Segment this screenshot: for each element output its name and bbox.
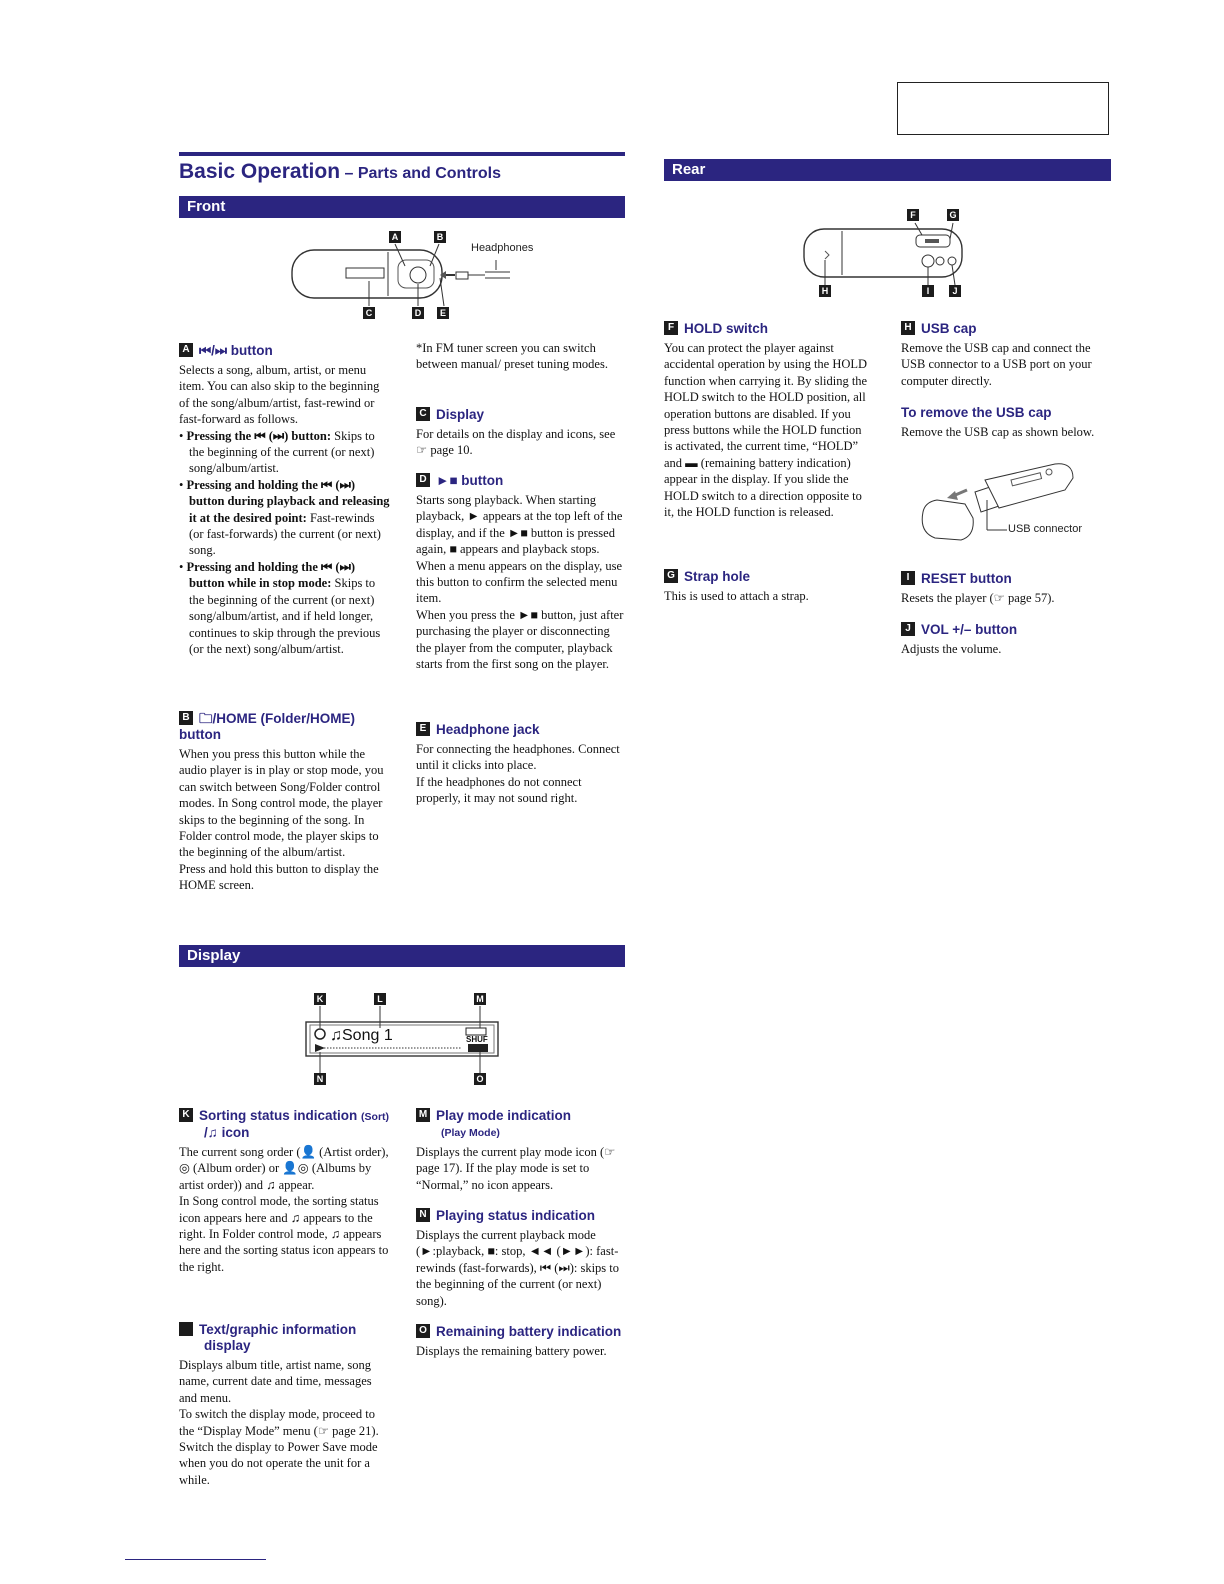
- title-sub: – Parts and Controls: [344, 165, 501, 182]
- item-J: [901, 622, 1113, 657]
- badge-A: A: [179, 343, 193, 357]
- item-G-title: Strap hole: [684, 569, 751, 584]
- badge-G: G: [664, 569, 678, 583]
- page-title: [179, 152, 625, 184]
- label-F: F: [907, 209, 919, 221]
- item-A-title: ⏮/⏭ button: [199, 343, 273, 358]
- badge-C: C: [416, 407, 430, 421]
- item-E-body-1: For connecting the headphones. Connect until it clicks into place.: [416, 742, 620, 773]
- front-bar: Front: [179, 196, 625, 218]
- label-E: E: [437, 307, 449, 319]
- item-L-body-2: To switch the display mode, proceed to the “Display Mode” menu (☞ page 21). Switch the display to Power Save mode when you do not operate the unit for a while.: [179, 1407, 379, 1487]
- item-M-title: Play mode indication: [436, 1108, 572, 1123]
- item-F-body: You can protect the player against accidental operation by using the HOLD function when carrying it. By sliding the HOLD switch to the HOLD position, all operation buttons are disabled. If you press buttons while the HOLD function is activated, the current time, “HOLD” and ▬ (remaining battery indication) appear in the display. If you slide the HOLD switch to a direction opposite to it, the HOLD function is released.: [664, 341, 868, 520]
- item-B-body-2: Press and hold this button to display the HOME screen.: [179, 861, 379, 893]
- item-A-body: Selects a song, album, artist, or menu item. You can also skip to the beginning of the song/album/artist, fast-rewind or fast-forward as follows.: [179, 363, 380, 427]
- item-O-title: Remaining battery indication: [436, 1324, 622, 1339]
- item-I-body: Resets the player (☞ page 57).: [901, 591, 1055, 605]
- item-B: [179, 711, 391, 894]
- label-A: A: [389, 231, 401, 243]
- label-L: L: [374, 993, 386, 1005]
- label-C: C: [363, 307, 375, 319]
- usb-cap-drawing: [915, 460, 1095, 550]
- lcd-song-text: ♫Song 1: [330, 1027, 393, 1044]
- item-L-title: Text/graphic information display: [199, 1322, 357, 1353]
- item-B-title: 🗀/HOME (Folder/HOME) button: [179, 711, 355, 742]
- item-M-title-sm: (Play Mode): [441, 1127, 500, 1139]
- rear-bar: Rear: [664, 159, 1111, 181]
- title-main: Basic Operation: [179, 160, 341, 183]
- item-A-bullet-3: • Pressing and holding the ⏮ (⏭) button while in stop mode: Skips to the beginning of the current (or next) song/album/artist, and if held longer, continues to skip through the previous (or the next) song/album/artist.: [179, 559, 381, 656]
- item-N-title: Playing status indication: [436, 1208, 596, 1223]
- item-C-body: For details on the display and icons, see ☞ page 10.: [416, 427, 616, 458]
- usb-connector-label: USB connector: [1008, 523, 1082, 535]
- item-K-body-2: In Song control mode, the sorting status icon appears here and ♫ appears to the right. In Folder control mode, ♫ appears here and the sorting status icon appears to the right.: [179, 1194, 389, 1274]
- item-M-body: Displays the current play mode icon (☞ page 17). If the play mode is set to “Normal,” no icon appears.: [416, 1145, 616, 1192]
- item-L-body-1: Displays album title, artist name, song name, current date and time, messages and menu.: [179, 1358, 372, 1405]
- rear-figure: [790, 205, 980, 301]
- remove-usb-cap-title: To remove the USB cap: [901, 405, 1052, 420]
- front-figure: [280, 226, 560, 322]
- badge-B: B: [179, 711, 193, 725]
- badge-K: K: [179, 1108, 193, 1122]
- lcd-shuf: SHUF: [466, 1035, 488, 1044]
- label-O: O: [474, 1073, 486, 1085]
- item-K-title-sm: (Sort): [361, 1111, 390, 1123]
- label-J: J: [949, 285, 961, 297]
- item-H: [901, 321, 1113, 389]
- label-M: M: [474, 993, 486, 1005]
- item-K: [179, 1108, 391, 1275]
- badge-F: F: [664, 321, 678, 335]
- badge-L: L: [179, 1322, 193, 1336]
- item-K-title-2: /♫ icon: [204, 1125, 250, 1140]
- item-D-title: ►■ button: [436, 473, 504, 488]
- item-A: [179, 343, 391, 657]
- item-A-bullet-1: • Pressing the ⏮ (⏭) button: Skips to the beginning of the current (or next) song/album/artist.: [179, 428, 375, 476]
- item-E: [416, 722, 624, 807]
- item-D-body-2: When a menu appears on the display, use this button to confirm the selected menu item.: [416, 558, 623, 606]
- headphones-label: Headphones: [471, 242, 534, 254]
- label-G: G: [947, 209, 959, 221]
- item-B-body-1: When you press this button while the audio player is in play or stop mode, you can switch between Song/Folder control modes. In Song control mode, the player skips to the beginning of the song. In Folder control mode, the player skips to the beginning of the album/artist.: [179, 747, 384, 860]
- badge-I: I: [901, 571, 915, 585]
- item-A-bullet-2: • Pressing and holding the ⏮ (⏭) button during playback and releasing it at the desired point: Fast-rewinds (or fast-forwards) the current (or next) song.: [179, 477, 390, 558]
- item-K-body-1: The current song order (👤 (Artist order), ◎ (Album order) or 👤◎ (Albums by artist order)) and ♫ appear.: [179, 1145, 389, 1192]
- badge-J: J: [901, 622, 915, 636]
- item-I: [901, 571, 1113, 606]
- label-K: K: [314, 993, 326, 1005]
- item-G-body: This is used to attach a strap.: [664, 589, 809, 603]
- badge-M: M: [416, 1108, 430, 1122]
- item-K-title: Sorting status indication: [199, 1108, 358, 1123]
- badge-O: O: [416, 1324, 430, 1338]
- item-M: [416, 1108, 624, 1193]
- badge-D: D: [416, 473, 430, 487]
- item-O-body: Displays the remaining battery power.: [416, 1344, 607, 1358]
- display-figure: [300, 990, 510, 1090]
- badge-N: N: [416, 1208, 430, 1222]
- item-H-title: USB cap: [921, 321, 977, 336]
- label-I: I: [922, 285, 934, 297]
- fm-note: *In FM tuner screen you can switch between manual/ preset tuning modes.: [416, 341, 608, 372]
- label-B: B: [434, 231, 446, 243]
- item-E-title: Headphone jack: [436, 722, 540, 737]
- item-C-title: Display: [436, 407, 485, 422]
- item-O: [416, 1324, 624, 1359]
- item-D-body-1: Starts song playback. When starting playback, ► appears at the top left of the display, and if the ►■ button is pressed again, ■ appears and playback stops.: [416, 493, 623, 557]
- item-J-body: Adjusts the volume.: [901, 642, 1002, 656]
- label-D: D: [412, 307, 424, 319]
- item-N: [416, 1208, 624, 1309]
- remove-usb-cap-body: Remove the USB cap as shown below.: [901, 425, 1095, 439]
- usb-figure: [915, 460, 1095, 550]
- item-F-title: HOLD switch: [684, 321, 769, 336]
- item-D: [416, 473, 624, 672]
- label-N: N: [314, 1073, 326, 1085]
- footer-line: [125, 1559, 266, 1560]
- item-C: [416, 407, 624, 459]
- top-right-box: [897, 82, 1109, 135]
- display-bar: Display: [179, 945, 625, 967]
- item-N-body: Displays the current playback mode (►:playback, ■: stop, ◄◄ (►►): fast-rewinds (fast-forwards), ⏮ (⏭): skips to the beginning of the current (or next) song).: [416, 1228, 620, 1308]
- item-D-body-3: When you press the ►■ button, just after purchasing the player or disconnecting the player from the computer, playback starts from the first song on the player.: [416, 607, 624, 672]
- remove-usb-cap: [901, 405, 1113, 440]
- item-L: [170, 1322, 391, 1488]
- item-J-title: VOL +/– button: [921, 622, 1018, 637]
- badge-H: H: [901, 321, 915, 335]
- label-H: H: [819, 285, 831, 297]
- item-G: [664, 569, 870, 604]
- item-H-body: Remove the USB cap and connect the USB connector to a USB port on your computer directly.: [901, 341, 1092, 388]
- item-I-title: RESET button: [921, 571, 1012, 586]
- item-E-body-2: If the headphones do not connect properly, it may not sound right.: [416, 774, 582, 806]
- item-F: [664, 321, 870, 520]
- badge-E: E: [416, 722, 430, 736]
